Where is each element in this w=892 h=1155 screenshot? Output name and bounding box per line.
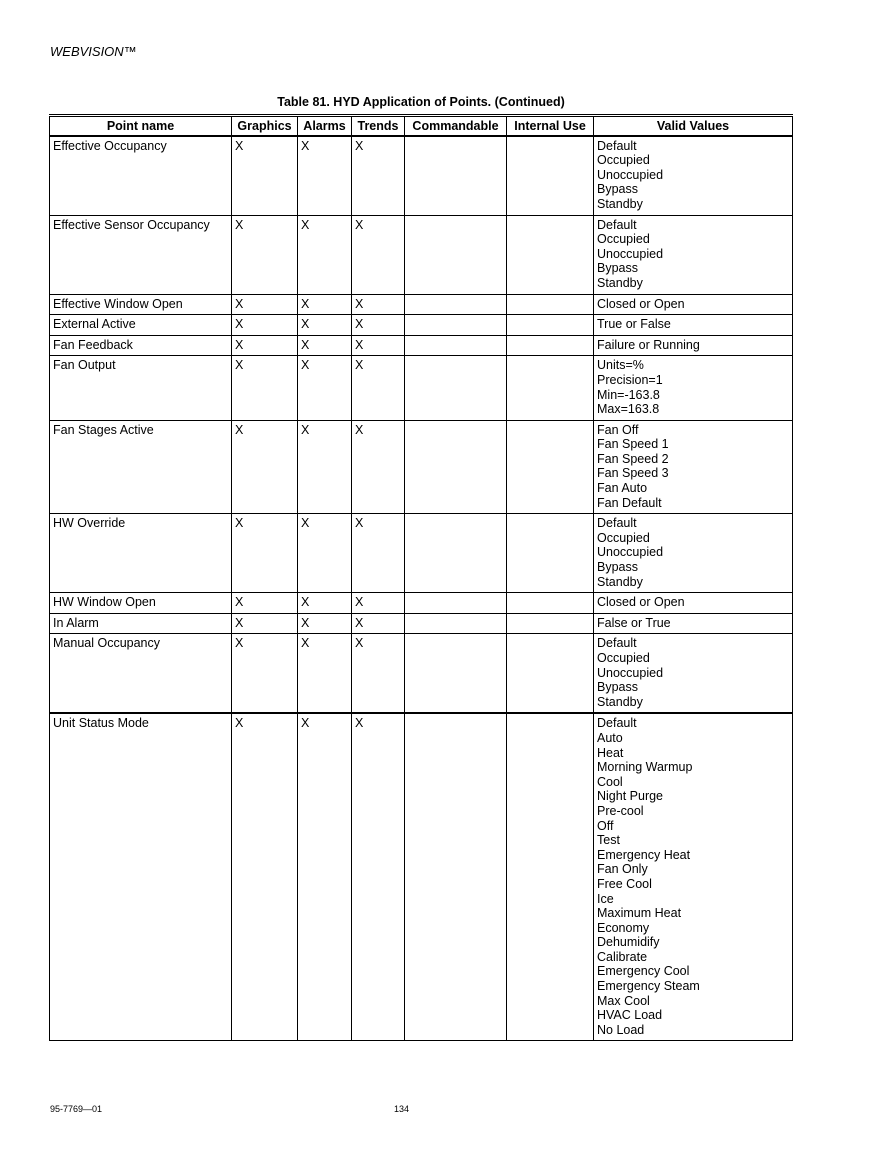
valid-value: Economy [597, 920, 650, 935]
valid-value: HVAC Load [597, 1008, 663, 1023]
table-row [50, 335, 793, 356]
commandable-cell [405, 420, 507, 514]
table-row [50, 315, 793, 336]
point-name-cell: In Alarm [50, 613, 232, 634]
valid-value: True or False [597, 317, 671, 332]
valid-values-cell [594, 514, 793, 593]
table-row [50, 215, 793, 294]
point-name-cell: HW Window Open [50, 593, 232, 614]
internal-use-cell [507, 613, 594, 634]
commandable-cell [405, 335, 507, 356]
valid-value: Emergency Heat [597, 847, 691, 862]
valid-values-cell [594, 613, 793, 634]
valid-value: Fan Speed 2 [597, 451, 669, 466]
trends-cell: X [352, 613, 405, 634]
valid-value: Closed or Open [597, 296, 685, 311]
valid-value: Default [597, 217, 637, 232]
table-row [50, 634, 793, 713]
valid-value: Cool [597, 774, 623, 789]
table-row [50, 613, 793, 634]
graphics-cell: X [232, 335, 298, 356]
internal-use-cell [507, 514, 594, 593]
column-header: Valid Values [594, 116, 793, 136]
alarms-cell: X [298, 215, 352, 294]
graphics-cell: X [232, 420, 298, 514]
graphics-cell: X [232, 136, 298, 215]
graphics-cell: X [232, 593, 298, 614]
graphics-cell: X [232, 634, 298, 713]
valid-value: Max=163.8 [597, 402, 660, 417]
trends-cell: X [352, 335, 405, 356]
trends-cell: X [352, 215, 405, 294]
internal-use-cell [507, 420, 594, 514]
valid-value: Night Purge [597, 789, 664, 804]
alarms-cell: X [298, 294, 352, 315]
trends-cell: X [352, 294, 405, 315]
valid-value: Occupied [597, 530, 650, 545]
graphics-cell: X [232, 294, 298, 315]
valid-values-cell [594, 420, 793, 514]
valid-value: Failure or Running [597, 337, 700, 352]
commandable-cell [405, 514, 507, 593]
valid-values-cell [594, 136, 793, 215]
trends-cell: X [352, 356, 405, 420]
valid-value: Free Cool [597, 876, 652, 891]
graphics-cell: X [232, 514, 298, 593]
table-caption: Table 81. HYD Application of Points. (Continued) [277, 95, 565, 109]
trends-cell: X [352, 315, 405, 336]
graphics-cell: X [232, 613, 298, 634]
valid-value: Occupied [597, 232, 650, 247]
alarms-cell: X [298, 356, 352, 420]
internal-use-cell [507, 356, 594, 420]
internal-use-cell [507, 315, 594, 336]
point-name-cell: Manual Occupancy [50, 634, 232, 713]
table-row [50, 713, 793, 1041]
column-header: Alarms [298, 116, 352, 136]
valid-value: Unoccupied [597, 545, 664, 560]
alarms-cell: X [298, 713, 352, 1041]
column-header: Internal Use [507, 116, 594, 136]
valid-values-cell [594, 634, 793, 713]
trends-cell: X [352, 136, 405, 215]
alarms-cell: X [298, 420, 352, 514]
valid-value: Occupied [597, 651, 650, 665]
commandable-cell [405, 136, 507, 215]
commandable-cell [405, 215, 507, 294]
point-name-cell: HW Override [50, 514, 232, 593]
point-name-cell: Fan Output [50, 356, 232, 420]
table-row [50, 356, 793, 420]
alarms-cell: X [298, 136, 352, 215]
valid-value: Default [597, 516, 637, 531]
valid-value: Fan Speed 1 [597, 437, 669, 452]
table-row [50, 593, 793, 614]
table-body [50, 136, 793, 1041]
valid-value: Unoccupied [597, 665, 664, 680]
valid-value: Emergency Steam [597, 979, 700, 994]
valid-value: Test [597, 833, 620, 848]
valid-value: Fan Off [597, 422, 639, 437]
valid-value: Bypass [597, 680, 638, 695]
valid-values-cell [594, 713, 793, 1041]
points-table [49, 114, 793, 1041]
point-name-cell: Effective Window Open [50, 294, 232, 315]
valid-value: Heat [597, 745, 624, 760]
page-number: 134 [394, 1104, 410, 1114]
alarms-cell: X [298, 335, 352, 356]
valid-value: Emergency Cool [597, 964, 690, 979]
valid-value: False or True [597, 615, 671, 630]
document-number: 95-7769—01 [50, 1104, 103, 1114]
graphics-cell: X [232, 215, 298, 294]
table-row [50, 294, 793, 315]
alarms-cell: X [298, 514, 352, 593]
valid-value: Units=% [597, 358, 644, 373]
valid-value: Standby [597, 196, 643, 211]
valid-value: Max Cool [597, 993, 650, 1008]
valid-value: Off [597, 818, 614, 833]
commandable-cell [405, 315, 507, 336]
internal-use-cell [507, 593, 594, 614]
column-header: Graphics [232, 116, 298, 136]
internal-use-cell [507, 335, 594, 356]
column-header: Commandable [405, 116, 507, 136]
running-header: WEBVISION™ [50, 44, 137, 59]
valid-value: Unoccupied [597, 246, 664, 261]
point-name-cell: Effective Occupancy [50, 136, 232, 215]
valid-values-cell [594, 593, 793, 614]
table-row [50, 420, 793, 514]
valid-value: Min=-163.8 [597, 387, 660, 402]
valid-value: Default [597, 716, 637, 731]
alarms-cell: X [298, 634, 352, 713]
valid-value: Default [597, 636, 637, 651]
trends-cell: X [352, 420, 405, 514]
commandable-cell [405, 634, 507, 713]
valid-value: Bypass [597, 560, 638, 575]
valid-value: Fan Auto [597, 481, 648, 496]
valid-value: Precision=1 [597, 372, 663, 387]
alarms-cell: X [298, 315, 352, 336]
valid-value: Pre-cool [597, 803, 644, 818]
graphics-cell: X [232, 315, 298, 336]
valid-value: Fan Only [597, 862, 648, 877]
valid-value: Occupied [597, 153, 650, 168]
valid-value: Unoccupied [597, 167, 664, 182]
valid-values-cell [594, 356, 793, 420]
alarms-cell: X [298, 593, 352, 614]
valid-value: Bypass [597, 261, 638, 276]
valid-values-cell [594, 294, 793, 315]
internal-use-cell [507, 215, 594, 294]
table-row [50, 514, 793, 593]
internal-use-cell [507, 294, 594, 315]
table-row [50, 136, 793, 215]
column-header: Trends [352, 116, 405, 136]
valid-value: Standby [597, 574, 643, 589]
valid-value: Closed or Open [597, 595, 685, 610]
point-name-cell: Fan Feedback [50, 335, 232, 356]
trends-cell: X [352, 634, 405, 713]
valid-values-cell [594, 335, 793, 356]
valid-value: Default [597, 138, 637, 153]
valid-values-cell [594, 315, 793, 336]
point-name-cell: External Active [50, 315, 232, 336]
commandable-cell [405, 294, 507, 315]
trends-cell: X [352, 593, 405, 614]
valid-values-cell [594, 215, 793, 294]
graphics-cell: X [232, 356, 298, 420]
valid-value: No Load [597, 1022, 645, 1037]
internal-use-cell [507, 713, 594, 1041]
commandable-cell [405, 593, 507, 614]
valid-value: Dehumidify [597, 935, 660, 950]
internal-use-cell [507, 634, 594, 713]
commandable-cell [405, 713, 507, 1041]
valid-value: Standby [597, 275, 643, 290]
valid-value: Ice [597, 891, 614, 906]
commandable-cell [405, 356, 507, 420]
commandable-cell [405, 613, 507, 634]
trends-cell: X [352, 514, 405, 593]
valid-value: Calibrate [597, 949, 648, 964]
column-header: Point name [50, 116, 232, 136]
valid-value: Morning Warmup [597, 760, 693, 775]
graphics-cell: X [232, 713, 298, 1041]
alarms-cell: X [298, 613, 352, 634]
table-header-row [50, 116, 793, 136]
valid-value: Maximum Heat [597, 906, 682, 921]
valid-value: Bypass [597, 182, 638, 197]
point-name-cell: Unit Status Mode [50, 713, 232, 1041]
valid-value: Fan Default [597, 495, 662, 510]
trends-cell: X [352, 713, 405, 1041]
point-name-cell: Fan Stages Active [50, 420, 232, 514]
valid-value: Fan Speed 3 [597, 466, 669, 481]
valid-value: Standby [597, 694, 643, 709]
point-name-cell: Effective Sensor Occupancy [50, 215, 232, 294]
internal-use-cell [507, 136, 594, 215]
valid-value: Auto [597, 730, 623, 745]
